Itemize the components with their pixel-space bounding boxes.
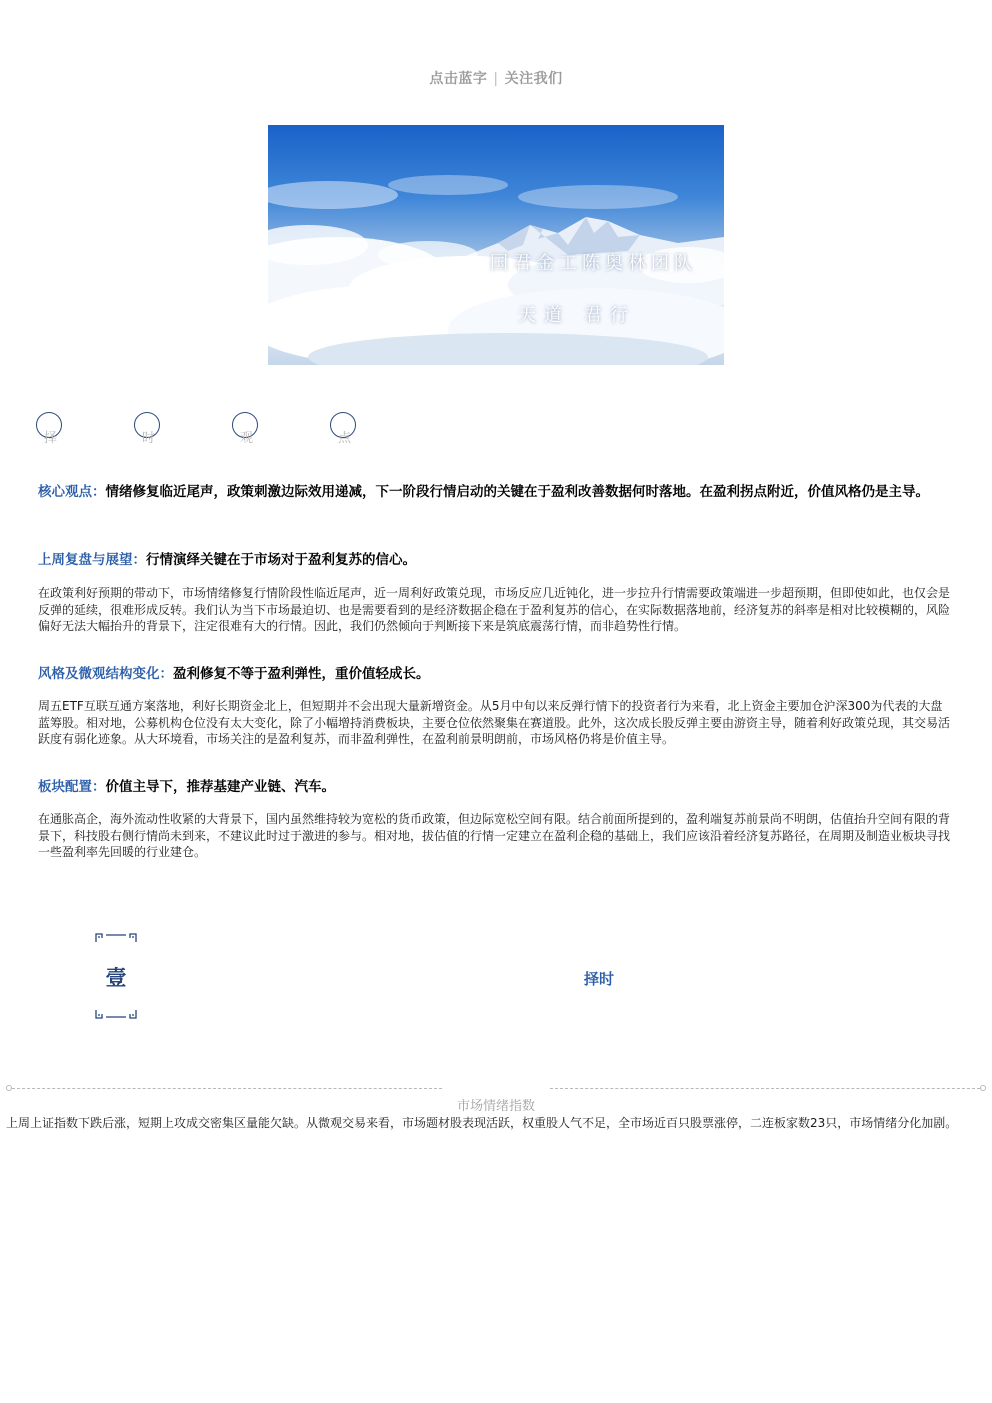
bracket-bottom-icon <box>94 1008 138 1022</box>
section-title: 择时 <box>584 970 615 988</box>
bracket-top-icon <box>94 930 138 944</box>
style-heading-text: 盈利修复不等于盈利弹性，重价值轻成长。 <box>173 666 430 682</box>
review-label: 上周复盘与展望： <box>38 552 146 568</box>
nav-item-shi[interactable] <box>134 412 160 446</box>
review-heading-text: 行情演绎关键在于市场对于盈利复苏的信心。 <box>146 552 416 568</box>
hero-subtitle: 天道 君行 <box>518 305 636 326</box>
style-body: 周五ETF互联互通方案落地，利好长期资金北上，但短期并不会出现大量新增资金。从5月中旬以来反弹行情下的投资者行为来看，北上资金主要加仓沪深300为代表的大盘蓝筹股。相对地，公募机构仓位没有太大变化，除了小幅增持消费板块，主要仓位依然聚集在赛道股。此外，这次成长股反弹主要由游资主导，随着利好政策兑现，其交易活跃度有弱化迹象。从大环境看，市场关注的是盈利复苏，而非盈利弹性，在盈利前景明朗前，市场风格仍将是价值主导。 <box>38 699 951 746</box>
sector-body: 在通胀高企，海外流动性收紧的大背景下，国内虽然维持较为宽松的货币政策，但边际宽松空间有限。结合前面所提到的，盈利端复苏前景尚不明朗，估值抬升空间有限的背景下，科技股右侧行情尚未到来，不建议此时过于激进的参与。相对地，拔估值的行情一定建立在盈利企稳的基础上，我们应该沿着经济复苏路径，在周期及制造业板块寻找一些盈利率先回暖的行业建仓。 <box>38 812 951 859</box>
core-view-label: 核心观点： <box>38 484 106 500</box>
nav-label: 点 <box>338 431 352 446</box>
hero-image <box>268 125 724 365</box>
review-heading <box>38 551 950 570</box>
section-number-frame <box>88 928 144 1024</box>
follow-separator: | <box>493 71 499 87</box>
review-body: 在政策利好预期的带动下，市场情绪修复行情阶段性临近尾声，近一周利好政策兑现，市场反应几近钝化，进一步拉升行情需要政策端进一步超预期，但即使如此，也仅会是反弹的延续，很难形成反转。我们认为当下市场最迫切、也是需要看到的是经济数据企稳在于盈利复苏的信心，在实际数据落地前，经济复苏的斜率是相对比较模糊的，风险偏好无法大幅抬升的背景下，注定很难有大的行情。因此，我们仍然倾向于判断接下来是筑底震荡行情，而非趋势性行情。 <box>38 586 951 633</box>
sector-heading <box>38 778 950 797</box>
nav-label: 择 <box>44 431 58 446</box>
nav-label: 时 <box>142 431 156 446</box>
follow-banner[interactable] <box>0 68 992 88</box>
sector-heading-text: 价值主导下，推荐基建产业链、汽车。 <box>105 779 335 795</box>
divider-line-right <box>550 1088 980 1089</box>
nav-item-ze[interactable] <box>36 412 62 446</box>
hero-landscape <box>268 125 724 365</box>
follow-us-text: 关注我们 <box>504 71 563 87</box>
core-view <box>38 483 950 502</box>
section-number: 壹 <box>105 966 127 990</box>
divider-dot <box>980 1085 986 1091</box>
market-sentiment-title: 市场情绪指数 <box>456 1099 535 1114</box>
sector-label: 板块配置： <box>38 779 106 795</box>
dashed-divider <box>6 1080 986 1096</box>
follow-blue-text: 点击蓝字 <box>429 71 488 87</box>
style-label: 风格及微观结构变化： <box>38 666 173 682</box>
core-view-text: 情绪修复临近尾声，政策刺激边际效用递减，下一阶段行情启动的关键在于盈利改善数据何时落地。在盈利拐点附近，价值风格仍是主导。 <box>105 484 929 500</box>
nav-item-dian[interactable] <box>330 412 356 446</box>
nav-label: 观 <box>240 431 254 446</box>
style-heading <box>38 665 950 684</box>
nav-item-guan[interactable] <box>232 412 258 446</box>
hero-title: 国君金工陈奥林团队 <box>490 253 697 274</box>
divider-line-left <box>12 1088 442 1089</box>
market-sentiment-body: 上周上证指数下跌后涨，短期上攻成交密集区量能欠缺。从微观交易来看，市场题材股表现活跃，权重股人气不足，全市场近百只股票涨停，二连板家数23只，市场情绪分化加剧。 <box>6 1116 958 1130</box>
